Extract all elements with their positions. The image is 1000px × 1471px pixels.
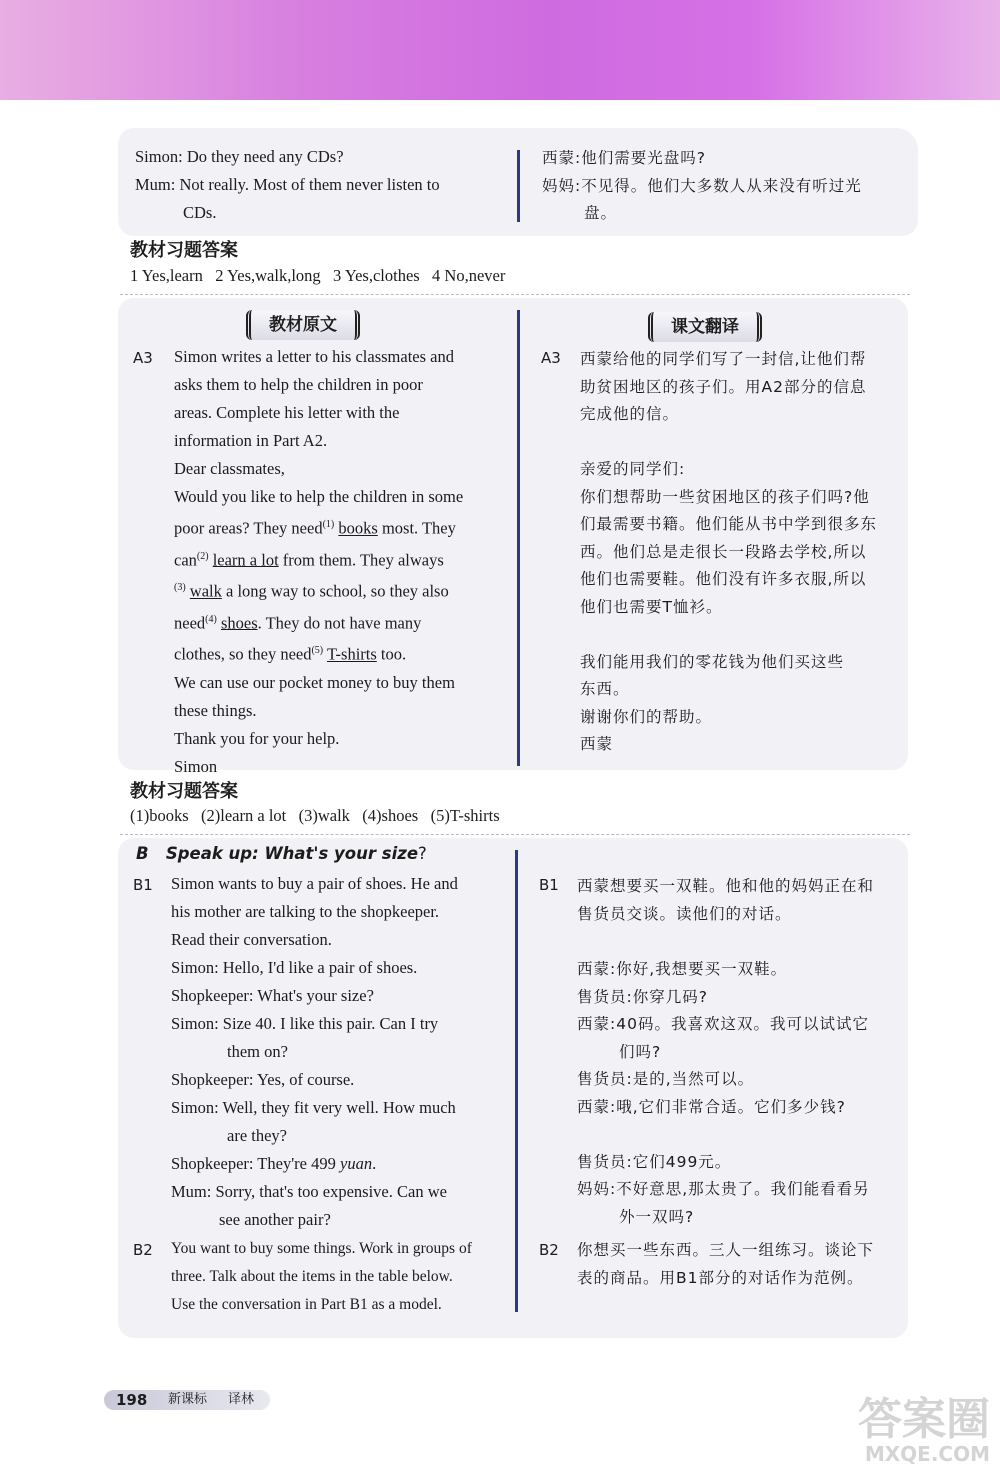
column-divider [517,150,520,222]
dialog-line: Simon: Well, they fit very well. How much [171,1098,456,1117]
zh-line: 们吗? [619,1042,662,1061]
answers-line: 1 Yes,learn 2 Yes,walk,long 3 Yes,clothes 4 No,never [130,266,506,285]
text-line: areas. Complete his letter with the [174,403,400,422]
text-line: Use the conversation in Part B1 as a model. [171,1296,442,1313]
dialog-line: Simon: Do they need any CDs? [135,147,344,166]
answers-line: (1)books (2)learn a lot (3)walk (4)shoes (5)T-shirts [130,806,500,825]
zh-line: 外一双吗? [619,1207,695,1226]
zh-line: 东西。 [580,680,630,698]
text-line: his mother are talking to the shopkeeper. [171,902,440,921]
text-line: $^{(3)}$ walk a long way to school, so they also [174,581,449,601]
zh-line: 售货员:你穿几码? [577,987,708,1006]
dialog-top-chinese [542,145,902,228]
zh-line: 们最需要书籍。他们能从书中学到很多东 [580,515,878,533]
text-line: Simon writes a letter to his classmates and [174,347,454,366]
dialog-line: Simon: Hello, I'd like a pair of shoes. [171,958,418,977]
watermark-url: MXQE.COM [864,1442,990,1466]
answer-blank-2: learn a lot [212,550,279,569]
tag-original-text: 教材原文 [246,310,360,340]
book-series: 新课标 [168,1392,208,1407]
column-divider [517,310,520,766]
zh-line: 他们也需要鞋。他们没有许多衣服,所以 [580,570,867,588]
text-line: can$^{(2)}$ learn a lot from them. They always [174,550,444,569]
zh-line: 西蒙给他的同学们写了一封信,让他们帮 [580,350,867,368]
book-edition: 译林 [228,1392,255,1407]
section-b-heading: B Speak up: What's your size? [136,844,427,863]
text-line: You want to buy some things. Work in groups of [171,1240,472,1257]
header-color-band [0,0,1000,100]
zh-line: 妈妈:不见得。他们大多数人从来没有听过光 [542,176,862,195]
a3-chinese [580,346,900,759]
text-line: poor areas? They need$^{(1)}$ books most. They [174,518,456,538]
zh-line: 售货员交谈。读他们的对话。 [577,904,792,923]
letter-signature: Simon [174,756,218,776]
dialog-line: Mum: Sorry, that's too expensive. Can we [171,1182,447,1201]
dialog-line-continued: see another pair? [219,1210,331,1229]
text-line: asks them to help the children in poor [174,375,423,394]
a3-english [174,343,498,781]
answers-title: 教材习题答案 [130,781,238,802]
text-line: Thank you for your help. [174,728,340,748]
zh-line: 西蒙 [580,735,614,753]
zh-line: 西蒙想要买一双鞋。他和他的妈妈正在和 [577,877,875,895]
blank-line [577,1121,897,1149]
zh-line: 你们想帮助一些贫困地区的孩子们吗?他 [580,487,870,506]
exercise-number-a3: A3 [133,349,153,367]
page-number: 198 [116,1391,148,1409]
blank-line [580,621,900,649]
text-line: Would you like to help the children in some [174,487,464,506]
watermark-text: 答案圈 [858,1394,990,1445]
text-line: information in Part A2. [174,431,328,450]
page-footer-badge [104,1390,270,1410]
exercise-number-b1-zh: B1 [539,876,559,894]
dialog-line: Mum: Not really. Most of them never listen to [135,175,440,194]
zh-line: 西蒙:40码。我喜欢这双。我可以试试它 [577,1015,869,1033]
tag-translation: 课文翻译 [648,312,762,342]
zh-line: 售货员:它们499元。 [577,1152,732,1171]
text-line: Simon wants to buy a pair of shoes. He and [171,874,458,893]
answers-title: 教材习题答案 [130,240,238,261]
column-divider [515,850,518,1312]
dialog-line-continued: CDs. [183,203,217,222]
dialog-line: Shopkeeper: What's your size? [171,986,374,1005]
letter-greeting: Dear classmates, [174,459,285,478]
exercise-number-a3-zh: A3 [541,349,561,367]
text-line: three. Talk about the items in the table below. [171,1268,453,1285]
exercise-number-b2: B2 [133,1241,153,1259]
zh-line: 妈妈:不好意思,那太贵了。我们能看看另 [577,1180,870,1198]
zh-line: 亲爱的同学们: [580,460,686,478]
dialog-line: Shopkeeper: Yes, of course. [171,1070,355,1089]
text-line: We can use our pocket money to buy them [174,672,455,692]
dialog-top-english [135,143,505,227]
zh-line: 他们也需要T恤衫。 [580,597,723,616]
dashed-separator [120,294,910,295]
blank-line [580,429,900,457]
zh-line: 西蒙:哦,它们非常合适。它们多少钱? [577,1097,846,1116]
dialog-line-continued: them on? [227,1042,288,1061]
exercise-number-b2-zh: B2 [539,1241,559,1259]
zh-line: 助贫困地区的孩子们。用A2部分的信息 [580,377,867,396]
b1-chinese [577,873,897,928]
b1-chinese-dialog [577,956,897,1231]
text-line: clothes, so they need$^{(5)}$ T-shirts too. [174,644,407,664]
zh-line: 完成他的信。 [580,405,680,423]
b2-english [171,1235,497,1319]
zh-line: 我们能用我们的零花钱为他们买这些 [580,652,845,671]
dialog-line-continued: are they? [227,1126,287,1145]
dashed-separator [120,834,910,835]
watermark [858,1394,990,1466]
dialog-line: Simon: Size 40. I like this pair. Can I try [171,1014,439,1033]
zh-line: 表的商品。用B1部分的对话作为范例。 [577,1268,864,1287]
zh-line: 谢谢你们的帮助。 [580,707,713,726]
b2-chinese [577,1237,897,1292]
text-line: these things. [174,700,257,720]
dialog-line: Shopkeeper: They're 499 yuan. [171,1154,377,1173]
b1-english [171,870,497,954]
text-line: Read their conversation. [171,930,332,949]
text-line: need$^{(4)}$ shoes. They do not have many [174,613,422,632]
zh-line: 你想买一些东西。三人一组练习。谈论下 [577,1241,875,1259]
zh-line: 售货员:是的,当然可以。 [577,1070,755,1088]
zh-line: 盘。 [584,204,618,222]
b1-dialog [171,954,497,1234]
answer-blank-4: shoes [220,613,258,632]
zh-line: 西蒙:他们需要光盘吗? [542,149,706,167]
zh-line: 西。他们总是走很长一段路去学校,所以 [580,542,867,561]
answer-blank-3: walk [189,581,222,601]
exercise-number-b1: B1 [133,876,153,894]
zh-line: 西蒙:你好,我想要买一双鞋。 [577,960,788,978]
answer-blank-1: books [338,518,378,538]
answer-blank-5: T-shirts [326,644,377,664]
